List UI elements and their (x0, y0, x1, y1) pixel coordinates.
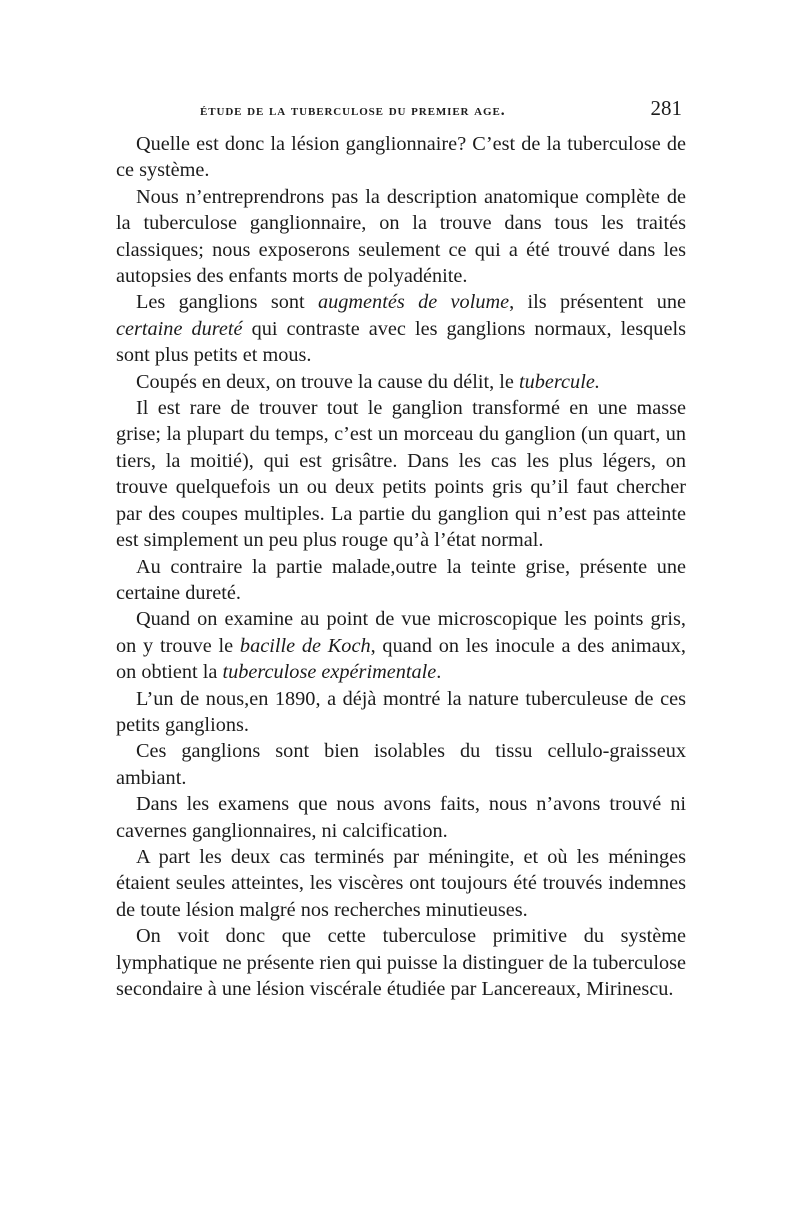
paragraph (116, 131, 686, 184)
running-title: étude de la tuberculose du premier age. (200, 102, 506, 119)
paragraph (116, 184, 686, 290)
text-run: , ils présentent une (509, 291, 687, 314)
paragraph (116, 289, 686, 368)
italic-run: bacille de Koch (239, 634, 371, 657)
text-run: Au contraire la partie malade,outre la teinte grise, présente une certaine dureté. (116, 555, 686, 604)
text-run: Nous n’entreprendrons pas la description anatomique complète de la tuberculose ganglionnaire, on la trouve dans tous les traités classiques; nous exposerons seulement ce qui a été trouvé dans les autopsies des enfants morts de polyadénite. (116, 185, 686, 288)
text-run: L’un de nous,en 1890, a déjà montré la nature tuberculeuse de ces petits ganglions. (116, 687, 686, 736)
text-run: Quand on examine au point de vue microscopique les points gris, on y trouve le (116, 608, 686, 657)
text-run: Ces ganglions sont bien isolables du tissu cellulo-graisseux ambiant. (116, 740, 686, 789)
text-run: Coupés en deux, on trouve la cause du délit, le (136, 370, 519, 393)
text-run: A part les deux cas terminés par méningite, et où les méninges étaient seules atteintes, les viscères ont toujours été trouvés indemnes de toute lésion malgré nos recherches minutieuses. (116, 845, 686, 921)
body-text (116, 131, 686, 1002)
paragraph (116, 606, 686, 685)
text-run: Il est rare de trouver tout le ganglion transformé en une masse grise; la plupart du temps, c’est un morceau du ganglion (un quart, un tiers, la moitié), qui est grisâtre. Dans les cas les plus légers, on trouve quelquefois un ou deux petits points gris qu’il faut chercher par des coupes multiples. La partie du ganglion qui n’est pas atteinte est simplement un peu plus rouge qu’à l’état normal. (116, 397, 686, 552)
text-run: Dans les examens que nous avons faits, nous n’avons trouvé ni cavernes ganglionnaires, ni calcification. (116, 793, 686, 842)
text-run: qui contraste avec les ganglions normaux, lesquels sont plus petits et mous. (116, 317, 686, 367)
paragraph (116, 791, 686, 844)
paragraph (116, 369, 686, 395)
text-run: . (436, 661, 442, 684)
italic-run: tubercule. (519, 370, 600, 393)
text-run: , quand on les inocule a des animaux, on obtient la (116, 634, 686, 684)
italic-run: tuberculose expérimentale (222, 661, 437, 684)
paragraph (116, 554, 686, 607)
text-run: Quelle est donc la lésion ganglionnaire? C’est de la tuberculose de ce système. (116, 133, 686, 182)
italic-run: certaine dureté (116, 317, 243, 340)
text-run: Les ganglions sont (136, 291, 318, 314)
running-header (116, 96, 686, 126)
page-number: 281 (650, 96, 682, 120)
paragraph (116, 738, 686, 791)
italic-run: augmentés de volume (317, 291, 510, 314)
text-run: On voit donc que cette tuberculose primitive du système lymphatique ne présente rien qui puisse la distinguer de la tuberculose secondaire à une lésion viscérale étudiée par Lancereaux, Mirinescu. (116, 925, 686, 1000)
paragraph (116, 686, 686, 739)
paragraph (116, 844, 686, 923)
paragraph (116, 923, 686, 1002)
paragraph (116, 395, 686, 553)
